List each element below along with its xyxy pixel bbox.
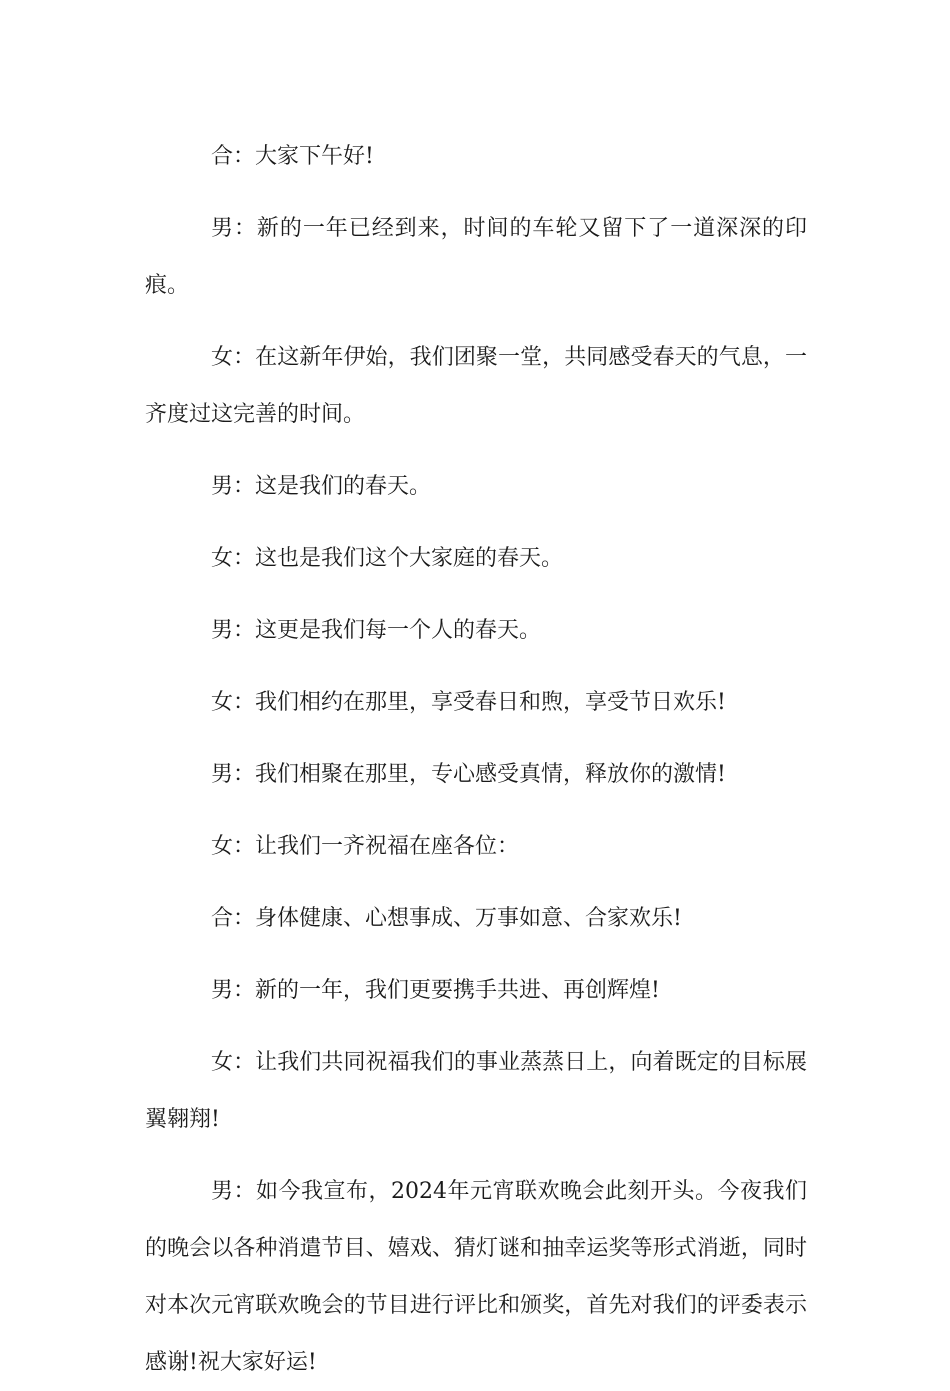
paragraph-10: 合：身体健康、心想事成、万事如意、合家欢乐!: [211, 906, 682, 931]
paragraph-8: 男：我们相聚在那里，专心感受真情，释放你的激情!: [211, 762, 726, 787]
paragraph-7: 女：我们相约在那里，享受春日和煦，享受节日欢乐!: [211, 690, 726, 715]
paragraph-11: 男：新的一年，我们更要携手共进、再创辉煌!: [211, 978, 660, 1003]
paragraph-9: 女：让我们一齐祝福在座各位：: [211, 834, 520, 859]
paragraph-13: 男：如今我宣布，2024年元宵联欢晚会此刻开头。今夜我们的晚会以各种消遣节目、嬉戏、猜灯谜和抽幸运奖等形式消逝，同时对本次元宵联欢晚会的节目进行评比和颁奖，首先对我们的评委表示感谢!祝大家好运!: [145, 1179, 807, 1375]
paragraph-6: 男：这更是我们每一个人的春天。: [211, 618, 542, 643]
paragraph-2: 男：新的一年已经到来，时间的车轮又留下了一道深深的印痕。: [145, 216, 807, 298]
paragraph-12: 女：让我们共同祝福我们的事业蒸蒸日上，向着既定的目标展翼翱翔!: [145, 1050, 807, 1132]
paragraph-1: 合：大家下午好!: [211, 144, 374, 169]
paragraph-4: 男：这是我们的春天。: [211, 474, 432, 499]
document-body: [145, 128, 807, 1391]
paragraph-5: 女：这也是我们这个大家庭的春天。: [211, 546, 564, 571]
paragraph-3: 女：在这新年伊始，我们团聚一堂，共同感受春天的气息，一齐度过这完善的时间。: [145, 345, 807, 427]
